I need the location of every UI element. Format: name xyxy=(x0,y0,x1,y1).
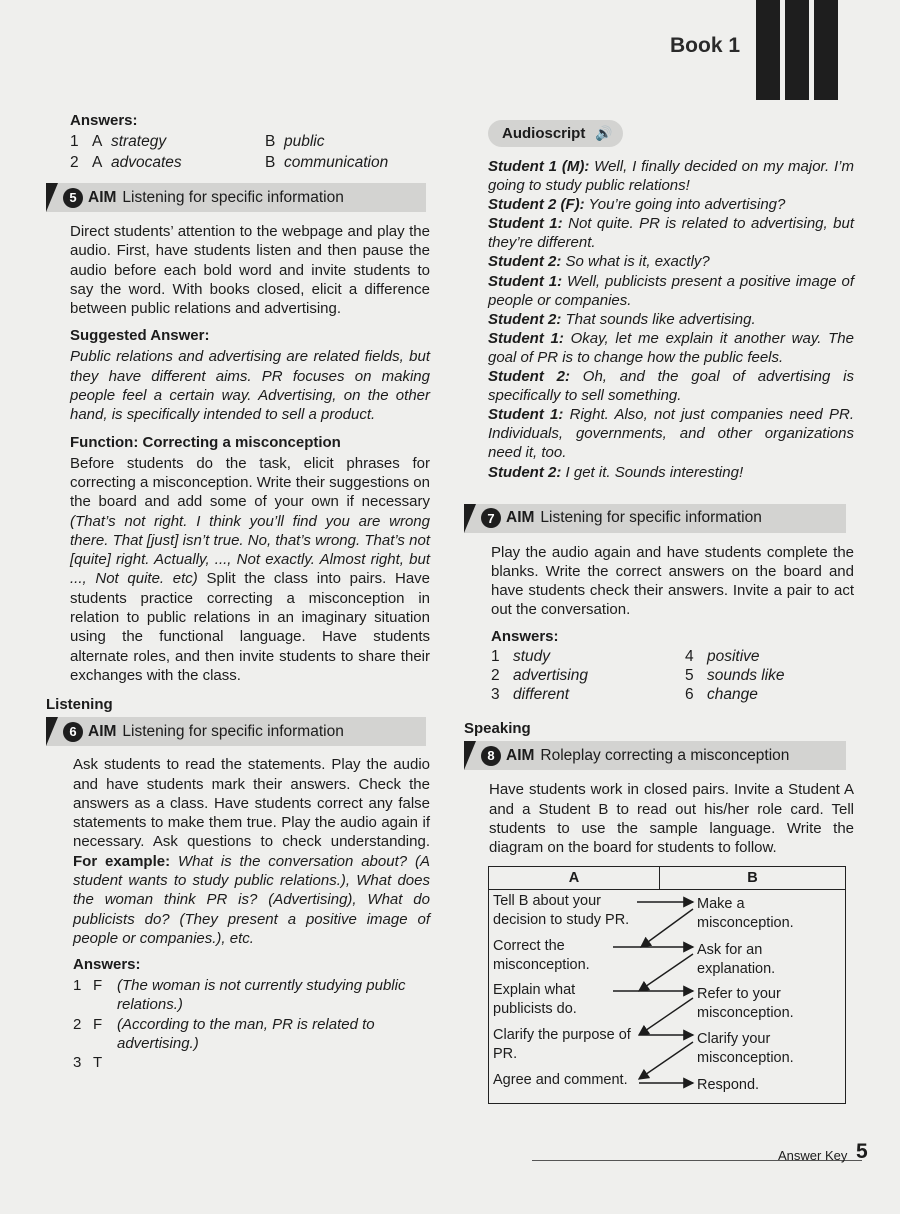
script-line: Student 2: Oh, and the goal of advertising is specifically to sell something. xyxy=(488,368,854,405)
page-header xyxy=(0,0,900,100)
answers-6-label: Answers: xyxy=(73,956,141,974)
script-line: Student 1: Well, publicists present a positive image of people or companies. xyxy=(488,272,854,309)
diagram-a-step: Clarify the purpose of PR. xyxy=(493,1026,631,1062)
answer-item: 6 change xyxy=(685,686,758,704)
answer-item: 1 study xyxy=(491,647,551,665)
script-line: Student 1: Right. Also, not just companies need PR. Individuals, governments, and other organizations need it, too. xyxy=(488,406,854,462)
diagram-header-a: A xyxy=(489,867,660,890)
answer-item: 5 sounds like xyxy=(685,666,785,684)
aim-6-bar: 6 AIM Listening for specific information xyxy=(46,717,426,746)
aim-5-number: 5 xyxy=(63,188,83,208)
diagram-b-step: Ask for an explanation. xyxy=(697,941,776,977)
header-tabs xyxy=(756,0,838,100)
diagram-arrows xyxy=(489,867,845,1103)
answers-label: Answers: xyxy=(70,112,138,129)
diagram-b-step: Clarify your misconception. xyxy=(697,1030,794,1066)
script-line: Student 2: I get it. Sounds interesting! xyxy=(488,463,744,481)
script-line: Student 1 (M): Well, I finally decided on my major. I’m going to study public relations! xyxy=(488,158,854,195)
listening-heading: Listening xyxy=(46,696,113,714)
diagram-a-step: Explain what publicists do. xyxy=(493,981,577,1017)
script-line: Student 2: So what is it, exactly? xyxy=(488,253,710,271)
aim-8-number: 8 xyxy=(481,746,501,766)
diagram-a-step: Agree and comment. xyxy=(493,1071,628,1088)
script-line: Student 2: That sounds like advertising. xyxy=(488,310,756,328)
script-line: Student 1: Okay, let me explain it another way. The goal of PR is to change how the public feels. xyxy=(488,329,854,366)
answer-item: 3 different xyxy=(491,686,570,704)
answer-item: 3 T xyxy=(73,1054,103,1072)
diagram-a-step: Tell B about your decision to study PR. xyxy=(493,892,630,928)
aim-6-title: Listening for specific information xyxy=(122,722,344,740)
audioscript xyxy=(488,157,854,482)
answer-item: 4 positive xyxy=(685,647,760,665)
answer-item: B public xyxy=(265,133,325,150)
function-instructions: Before students do the task, elicit phrases for correcting a misconception. Write their suggestions on the board and add some of your own if necessary (That’s not right. I think you’ll find you are wrong there. That [just] isn’t true. No, that’s wrong. That’s not [quite] right. Actually, ..., Not exactly. Almost right, but ..., Not quite. etc) Split the class into pairs. Have students practice correcting a misconception in relation to public relations in an imaginary situation using the functional language. Have students alternate roles, and then invite students to share their exchanges with the class. xyxy=(70,454,430,684)
answer-item: 2 F (According to the man, PR is related to advertising.) xyxy=(73,1015,375,1052)
function-label: Function: Correcting a misconception xyxy=(70,433,341,451)
answers-list xyxy=(70,131,430,173)
answer-item: B communication xyxy=(265,154,389,171)
speaking-heading: Speaking xyxy=(464,720,531,738)
answers-7-list xyxy=(491,647,854,705)
aim-5-title: Listening for specific information xyxy=(122,188,344,206)
exercise-8-instructions: Have students work in closed pairs. Invite a Student A and a Student B to read out his/her role card. Tell students to use the sample language. Write the diagram on the board for students to follow. xyxy=(489,781,854,857)
aim-7-title: Listening for specific information xyxy=(540,509,762,527)
diagram-a-step: Correct the misconception. xyxy=(493,937,590,973)
exercise-6-instructions: Ask students to read the statements. Play the audio and have students mark their answers. Check the answers as a class. Have students correct any false statements to make them true. Play the audio again if necessary. Ask questions to check understanding. For example: What is the conversation about? (A student wants to study public relations.), What does the woman think PR is? (Advertising), What do publicists do? (They present a positive image of people or companies.), etc. xyxy=(73,756,430,947)
left-column xyxy=(46,112,430,1072)
aim-8-title: Roleplay correcting a misconception xyxy=(540,746,790,764)
audioscript-badge: Audioscript 🔊 xyxy=(488,120,623,147)
answer-item: 1 F (The woman is not currently studying public relations.) xyxy=(73,977,406,1014)
diagram-b-step: Respond. xyxy=(697,1076,760,1093)
script-line: Student 1: Not quite. PR is related to advertising, but they’re different. xyxy=(488,215,854,252)
roleplay-diagram xyxy=(488,866,846,1104)
exercise-7-instructions: Play the audio again and have students complete the blanks. Write the correct answers on the board and have students check their answers. Invite a pair to act out the conversation. xyxy=(491,543,854,619)
right-column xyxy=(464,120,854,1104)
suggested-answer: Public relations and advertising are related fields, but they have different aims. PR focuses on making people feel a certain way. Advertising, on the other hand, is specifically intended to sell a product. xyxy=(70,348,430,424)
diagram-header-b: B xyxy=(660,867,845,890)
aim-6-number: 6 xyxy=(63,722,83,742)
answer-item: 1 A strategy xyxy=(70,133,167,150)
speaker-icon: 🔊 xyxy=(595,125,613,141)
answer-item: 2 advertising xyxy=(491,666,588,684)
suggested-answer-label: Suggested Answer: xyxy=(70,327,210,345)
book-title: Book 1 xyxy=(670,34,741,57)
aim-5-bar: 5 AIM Listening for specific information xyxy=(46,183,426,212)
answers-7-label: Answers: xyxy=(491,627,559,645)
answer-item: 2 A advocates xyxy=(70,154,182,171)
footer-label: Answer Key xyxy=(778,1148,848,1163)
aim-7-number: 7 xyxy=(481,508,501,528)
diagram-b-step: Make a misconception. xyxy=(697,895,794,931)
aim-7-bar: 7 AIM Listening for specific information xyxy=(464,504,846,533)
diagram-b-step: Refer to your misconception. xyxy=(697,985,794,1021)
script-line: Student 2 (F): You’re going into advertising? xyxy=(488,196,786,214)
answers-6-list xyxy=(73,976,430,1072)
exercise-5-instructions: Direct students’ attention to the webpage and play the audio. First, have students listen and then pause the audio before each bold word and invite students to say the word. With books closed, elicit a difference between public relations and advertising. xyxy=(70,223,430,318)
page-number: 5 xyxy=(856,1140,868,1163)
aim-8-bar: 8 AIM Roleplay correcting a misconception xyxy=(464,741,846,770)
